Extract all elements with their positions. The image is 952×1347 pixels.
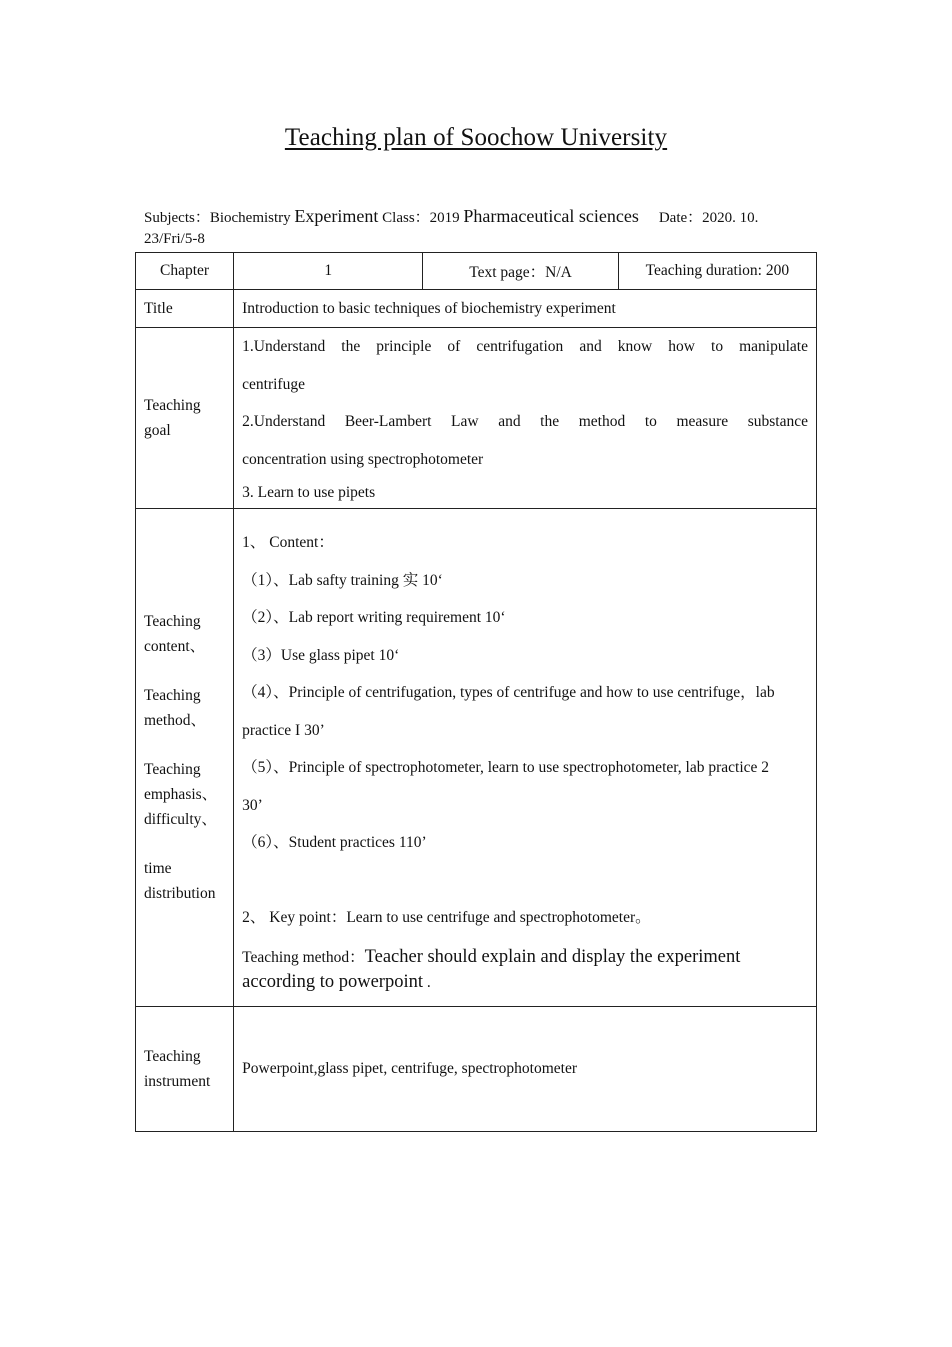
- content-heading: 1、 Content：: [242, 534, 334, 552]
- meta-line: [144, 205, 824, 229]
- content-item: （6）、Student practices 110’: [242, 834, 427, 852]
- goal-line-2: centrifuge: [242, 375, 305, 393]
- goal-line-3: 2.Understand Beer-Lambert Law and the method to measure substance: [242, 413, 808, 430]
- label-text: method、: [144, 712, 206, 729]
- subjects-value-emph: Experiment: [294, 206, 379, 226]
- goal-line-5: 3. Learn to use pipets: [242, 484, 376, 501]
- teaching-method-text: Teacher should explain and display the experiment according to powerpoint: [242, 946, 741, 992]
- teaching-method-end: .: [422, 973, 431, 991]
- content-body: [234, 509, 817, 1007]
- content-label-time: [144, 856, 233, 906]
- instrument-row: [136, 1007, 817, 1132]
- content-label-method: [144, 683, 233, 733]
- date-label: Date：: [658, 210, 703, 226]
- content-item: （3）Use glass pipet 10‘: [242, 646, 400, 664]
- goal-line-4: concentration using spectrophotometer: [242, 450, 484, 468]
- title-label: Title: [136, 290, 234, 328]
- content-item: （2）、Lab report writing requirement 10‘: [242, 609, 506, 627]
- label-text: emphasis、: [144, 786, 218, 803]
- class-value-emph: Pharmaceutical sciences: [463, 206, 639, 226]
- content-item-continued: 30’: [242, 796, 263, 814]
- key-point: 2、 Key point：Learn to use centrifuge and spectrophotometer。: [242, 909, 651, 927]
- content-item: （1）、Lab safty training 实 10‘: [242, 571, 443, 589]
- instrument-label-line-1: Teaching: [144, 1048, 201, 1065]
- content-label-content: [144, 609, 233, 659]
- label-text: Teaching: [144, 613, 201, 630]
- label-text: Teaching: [144, 761, 201, 778]
- content-label-group: [144, 609, 233, 906]
- text-page: Text page：N/A: [423, 253, 618, 290]
- title-row: [136, 290, 817, 328]
- teaching-plan-table: [135, 252, 817, 1132]
- subjects-label: Subjects：: [144, 210, 210, 226]
- class-value: 2019: [429, 210, 464, 226]
- goal-label-line-2: goal: [144, 422, 171, 439]
- content-item-continued: practice I 30’: [242, 721, 325, 739]
- teaching-method: [242, 945, 808, 995]
- label-text: difficulty、: [144, 811, 217, 828]
- content-item: （5）、Principle of spectrophotometer, learn to use spectrophotometer, lab practice 2: [242, 759, 770, 777]
- subjects-value: Biochemistry: [209, 210, 295, 226]
- instrument-value: Powerpoint,glass pipet, centrifuge, spectrophotometer: [234, 1007, 817, 1132]
- instrument-label: [136, 1007, 234, 1132]
- date-value-continued: 23/Fri/5-8: [144, 231, 205, 247]
- goal-label-line-1: Teaching: [144, 397, 201, 414]
- content-row: [136, 509, 817, 1007]
- goal-label: [136, 328, 234, 509]
- teaching-method-label: Teaching method：: [242, 948, 365, 966]
- goal-row: [136, 328, 817, 509]
- label-text: distribution: [144, 885, 216, 902]
- goal-content: [234, 328, 817, 509]
- teaching-duration: Teaching duration: 200: [618, 253, 816, 290]
- chapter-value: 1: [234, 253, 423, 290]
- page-title: Teaching plan of Soochow University: [284, 124, 668, 151]
- chapter-row: [136, 253, 817, 290]
- date-value: 2020. 10.: [702, 210, 759, 226]
- title-value: Introduction to basic techniques of biochemistry experiment: [234, 290, 817, 328]
- chapter-label: Chapter: [136, 253, 234, 290]
- content-label-emphasis: [144, 757, 233, 832]
- class-label: Class：: [378, 210, 430, 226]
- content-item: （4）、Principle of centrifugation, types of centrifuge and how to use centrifuge，lab: [242, 684, 775, 702]
- content-label: [136, 509, 234, 1007]
- instrument-label-line-2: instrument: [144, 1073, 211, 1090]
- label-text: time: [144, 860, 172, 877]
- goal-line-1: 1.Understand the principle of centrifugation and know how to manipulate: [242, 338, 808, 355]
- label-text: Teaching: [144, 687, 201, 704]
- label-text: content、: [144, 638, 206, 655]
